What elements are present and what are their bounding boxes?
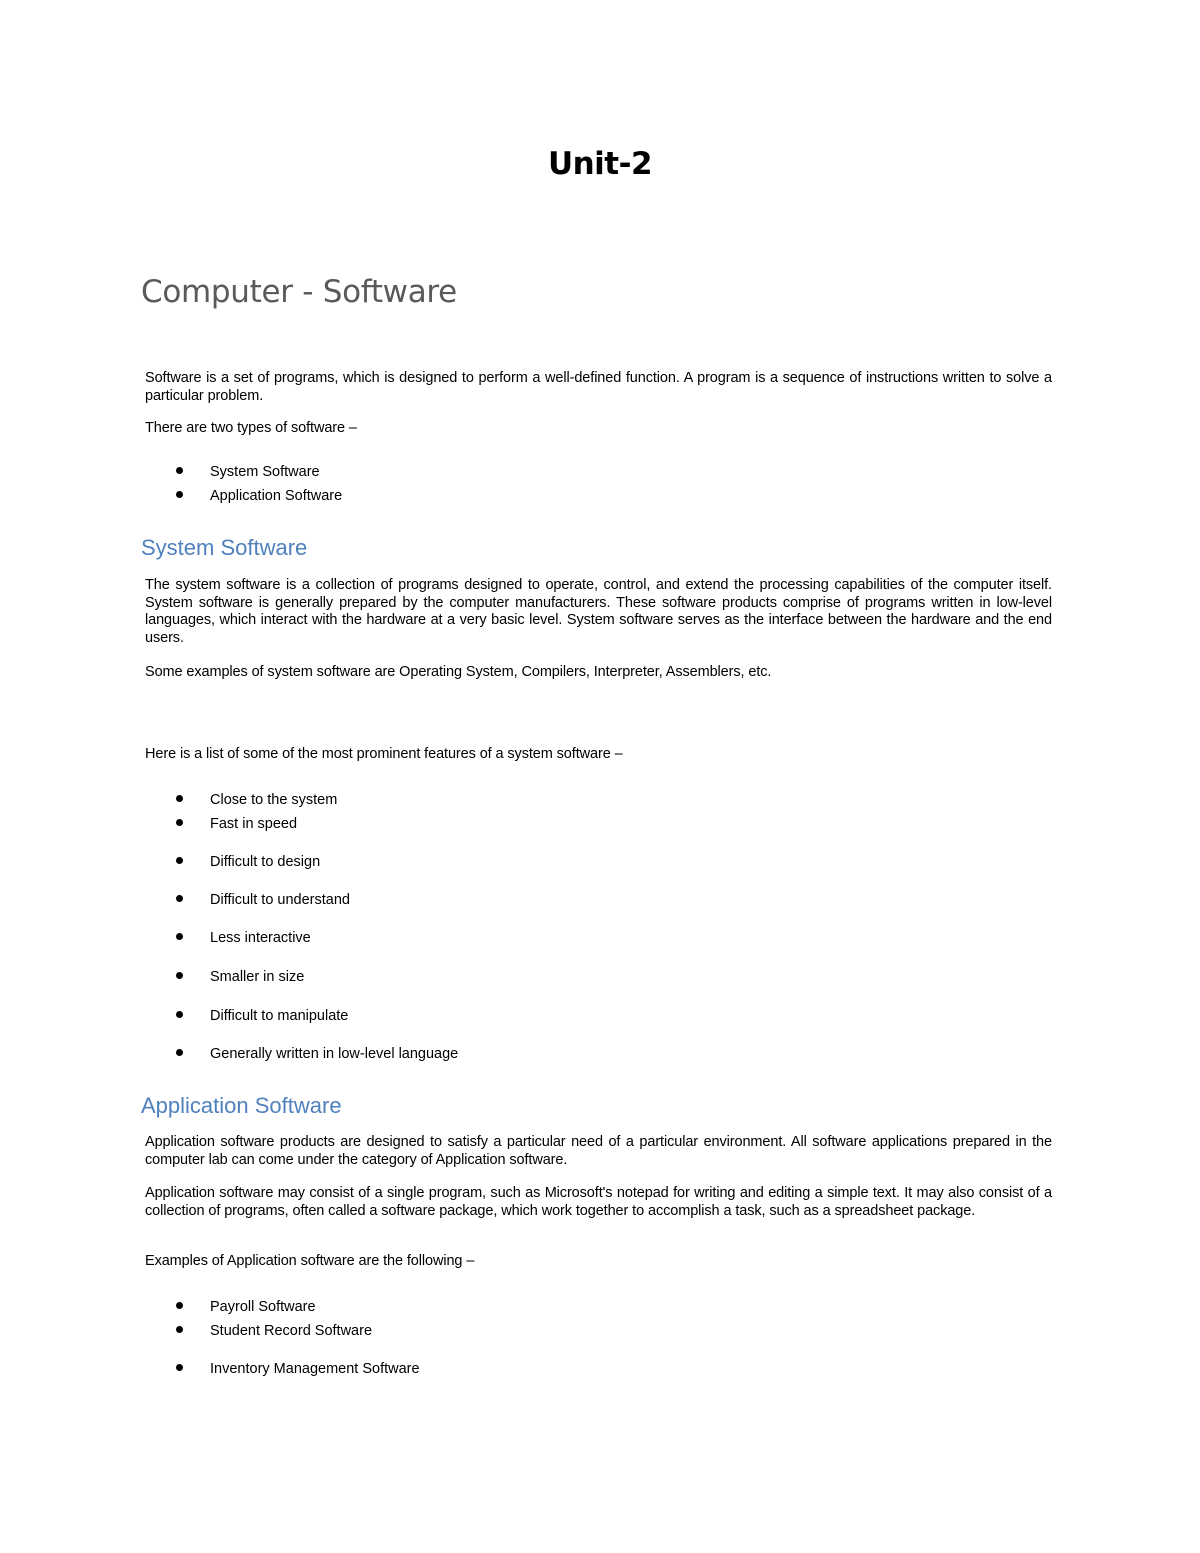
system-software-paragraph: The system software is a collection of programs designed to operate, control, and extend the processing capabilities of the computer itself. System software is generally prepared by the computer manufacturers. These software products comprise of programs written in low-level languages, which interact with the hardware at a very basic level. System software serves as the interface between the hardware and the end users.	[145, 577, 1052, 646]
unit-title: Unit-2	[547, 146, 653, 182]
section-heading-system-software: System Software	[141, 535, 308, 560]
list-item-label: Less interactive	[210, 930, 311, 946]
bullet-icon	[176, 933, 183, 940]
list-item	[176, 792, 337, 810]
intro-paragraph: Software is a set of programs, which is designed to perform a well-defined function. A program is a sequence of instructions written to solve a particular problem.	[145, 370, 1052, 404]
list-item-label: Inventory Management Software	[210, 1361, 420, 1377]
list-item	[176, 854, 320, 872]
list-item-label: Fast in speed	[210, 816, 298, 832]
list-item	[176, 1299, 316, 1317]
bullet-icon	[176, 819, 183, 826]
bullet-icon	[176, 1364, 183, 1371]
list-item-label: Difficult to manipulate	[210, 1008, 349, 1024]
list-item	[176, 930, 311, 948]
bullet-icon	[176, 857, 183, 864]
application-software-paragraph: Application software products are designed to satisfy a particular need of a particular environment. All software applications prepared in the computer lab can come under the category of Application software.	[145, 1134, 1052, 1168]
list-item-label: Close to the system	[210, 792, 338, 808]
list-item-label: Smaller in size	[210, 969, 305, 985]
list-item	[176, 816, 297, 834]
list-item	[176, 1323, 372, 1341]
system-features-intro-paragraph: Here is a list of some of the most prominent features of a system software –	[145, 746, 623, 762]
system-software-examples-paragraph: Some examples of system software are Operating System, Compilers, Interpreter, Assemblers, etc.	[145, 664, 772, 680]
page-title: Computer - Software	[141, 274, 457, 310]
list-item-label: Difficult to design	[210, 854, 321, 870]
application-software-detail-paragraph: Application software may consist of a single program, such as Microsoft's notepad for writing and editing a simple text. It may also consist of a collection of programs, often called a software package, which work together to accomplish a task, such as a spreadsheet package.	[145, 1185, 1052, 1219]
types-intro-paragraph: There are two types of software –	[145, 420, 357, 436]
bullet-icon	[176, 1326, 183, 1333]
list-item-label: Payroll Software	[210, 1299, 316, 1315]
list-item	[176, 969, 304, 987]
list-item-label: Difficult to understand	[210, 892, 350, 908]
list-item-label: Application Software	[210, 488, 343, 504]
section-heading-application-software: Application Software	[141, 1093, 342, 1118]
bullet-icon	[176, 972, 183, 979]
bullet-icon	[176, 467, 183, 474]
list-item	[176, 1361, 420, 1379]
list-item-label: Student Record Software	[210, 1323, 373, 1339]
list-item	[176, 1046, 458, 1064]
bullet-icon	[176, 1049, 183, 1056]
list-item-label: Generally written in low-level language	[210, 1046, 459, 1062]
list-item	[176, 488, 342, 506]
bullet-icon	[176, 895, 183, 902]
bullet-icon	[176, 491, 183, 498]
bullet-icon	[176, 1011, 183, 1018]
bullet-icon	[176, 1302, 183, 1309]
bullet-icon	[176, 795, 183, 802]
application-examples-intro-paragraph: Examples of Application software are the following –	[145, 1253, 475, 1269]
list-item	[176, 464, 320, 482]
list-item	[176, 1008, 348, 1026]
list-item-label: System Software	[210, 464, 320, 480]
list-item	[176, 892, 350, 910]
